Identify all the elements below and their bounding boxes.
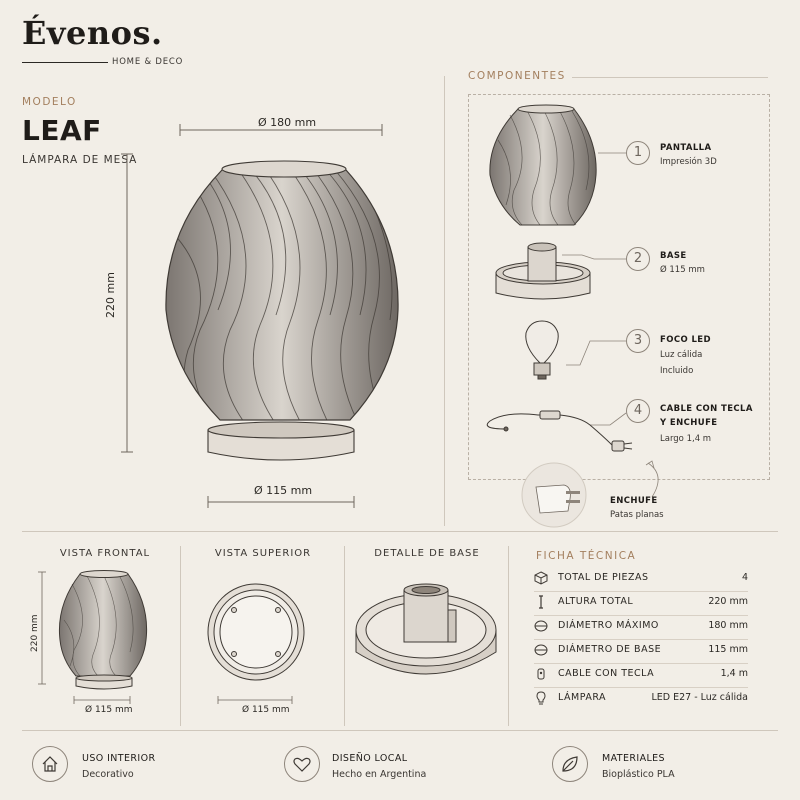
spec-key: DIÁMETRO DE BASE (558, 644, 662, 655)
plug-title: ENCHUFE (610, 496, 658, 506)
brand-logo: Évenos. (22, 14, 163, 52)
height-icon (534, 595, 548, 609)
spec-key: ALTURA TOTAL (558, 596, 634, 607)
spec-value: 180 mm (708, 620, 748, 631)
front-view-width: Ø 115 mm (85, 705, 133, 715)
bottom-divider (22, 730, 778, 731)
component-title-4: CABLE CON TECLA (660, 404, 753, 414)
component-sub-4: Largo 1,4 m (660, 434, 712, 444)
spec-row-height (534, 591, 748, 616)
component-sub-3a: Luz cálida (660, 350, 703, 360)
spec-row-lamp (534, 687, 748, 711)
shade-part (490, 105, 596, 225)
diameter-icon (534, 643, 548, 657)
component-number-1: 1 (626, 141, 650, 165)
front-view-drawing (38, 571, 147, 705)
component-sub-2: Ø 115 mm (660, 265, 705, 275)
top-diameter-label: Ø 180 mm (258, 116, 317, 129)
base-diameter-label: Ø 115 mm (254, 484, 313, 497)
leaf-icon (552, 746, 588, 782)
feature-sub-1: Decorativo (82, 769, 134, 780)
section-divider (444, 76, 445, 526)
spec-value: 4 (741, 572, 748, 583)
components-rule (572, 77, 768, 78)
model-name: LEAF (22, 114, 102, 147)
dim-base (208, 496, 354, 508)
component-sub-1: Impresión 3D (660, 157, 717, 167)
spec-row-max-diameter (534, 615, 748, 640)
model-label: MODELO (22, 96, 77, 108)
spec-value: LED E27 - Luz cálida (651, 692, 748, 703)
top-view-drawing (208, 584, 304, 704)
bulb-icon (534, 691, 548, 705)
specs-title: FICHA TÉCNICA (536, 550, 637, 562)
spec-row-base-diameter (534, 639, 748, 664)
component-sub-3b: Incluido (660, 366, 694, 376)
views-illustrations (22, 560, 502, 720)
plug-sub: Patas planas (610, 510, 664, 520)
base-part (496, 243, 590, 299)
views-divider-3 (508, 546, 509, 726)
brand-tagline: HOME & DECO (112, 57, 184, 67)
model-type: LÁMPARA DE MESA (22, 154, 138, 166)
components-title: COMPONENTES (468, 70, 566, 82)
height-label: 220 mm (104, 272, 117, 318)
top-view-width: Ø 115 mm (242, 705, 290, 715)
spec-value: 1,4 m (720, 668, 748, 679)
spec-row-cable (534, 663, 748, 688)
feature-sub-2: Hecho en Argentina (332, 769, 427, 780)
base-detail-title: DETALLE DE BASE (374, 548, 480, 559)
spec-value: 115 mm (708, 644, 748, 655)
dim-height (121, 154, 133, 452)
spec-key: TOTAL DE PIEZAS (558, 572, 649, 583)
feature-title-1: USO INTERIOR (82, 753, 156, 764)
spec-row-pieces (534, 567, 748, 592)
house-icon (32, 746, 68, 782)
heart-icon (284, 746, 320, 782)
bulb-part (526, 321, 558, 379)
diameter-icon (534, 619, 548, 633)
component-number-3: 3 (626, 329, 650, 353)
plug-illustration (522, 463, 586, 527)
spec-key: LÁMPARA (558, 692, 607, 703)
component-title-3: FOCO LED (660, 335, 711, 345)
component-title-2: BASE (660, 251, 687, 261)
cable-part (487, 411, 632, 451)
feature-title-3: MATERIALES (602, 753, 665, 764)
components-illustrations (470, 95, 770, 545)
base-detail-drawing (356, 584, 496, 674)
top-view-title: VISTA SUPERIOR (214, 548, 312, 559)
component-title-1: PANTALLA (660, 143, 712, 153)
middle-divider (22, 531, 778, 532)
front-view-height: 220 mm (30, 614, 40, 652)
component-title-4b: Y ENCHUFE (660, 418, 718, 428)
spec-key: DIÁMETRO MÁXIMO (558, 620, 659, 631)
component-number-4: 4 (626, 399, 650, 423)
feature-sub-3: Bioplástico PLA (602, 769, 675, 780)
component-number-2: 2 (626, 247, 650, 271)
spec-key: CABLE CON TECLA (558, 668, 655, 679)
spec-value: 220 mm (708, 596, 748, 607)
box-icon (534, 571, 548, 585)
front-view-title: VISTA FRONTAL (59, 548, 151, 559)
feature-title-2: DISEÑO LOCAL (332, 753, 408, 764)
brand-rule (22, 62, 108, 63)
switch-icon (534, 667, 548, 681)
main-lamp-illustration (100, 110, 420, 530)
